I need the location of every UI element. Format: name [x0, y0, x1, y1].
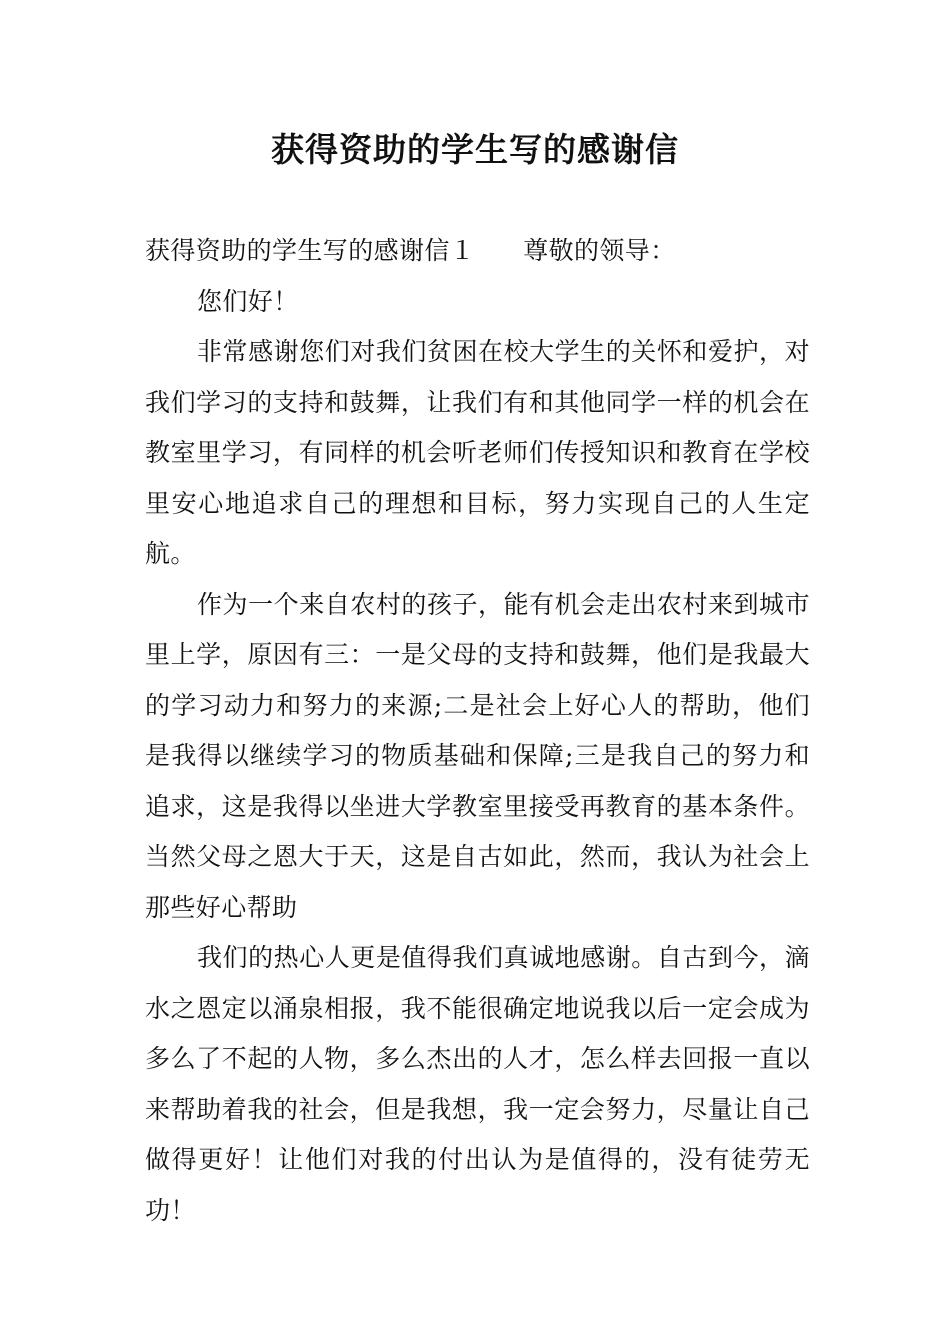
body-paragraph-3: 我们的热心人更是值得我们真诚地感谢。自古到今，滴水之恩定以涌泉相报，我不能很确定地说我以后一定会成为多么了不起的人物，多么杰出的人才，怎么样去回报一直以来帮助着我的社会，但是我想，我一定会努力，尽量让自己做得更好！让他们对我的付出认为是值得的，没有徒劳无功！ [145, 943, 810, 1225]
greeting-paragraph: 您们好！ [197, 286, 299, 316]
letter-label: 获得资助的学生写的感谢信１ [145, 236, 476, 265]
body-paragraph-1: 非常感谢您们对我们贫困在校大学生的关怀和爱护，对我们学习的支持和鼓舞，让我们有和其他同学一样的机会在教室里学习，有同样的机会听老师们传授知识和教育在学校里安心地追求自己的理想和目标，努力实现自己的人生定航。 [145, 337, 810, 568]
salutation: 尊敬的领导： [523, 236, 676, 265]
heading-line [145, 226, 810, 277]
document-body [145, 226, 810, 1236]
document-title: 获得资助的学生写的感谢信 [271, 130, 679, 169]
body-paragraph-2: 作为一个来自农村的孩子，能有机会走出农村来到城市里上学，原因有三：一是父母的支持和鼓舞，他们是我最大的学习动力和努力的来源;二是社会上好心人的帮助，他们是我得以继续学习的物质基础和保障;三是我自己的努力和追求，这是我得以坐进大学教室里接受再教育的基本条件。当然父母之恩大于天，这是自古如此，然而，我认为社会上那些好心帮助 [145, 589, 810, 922]
